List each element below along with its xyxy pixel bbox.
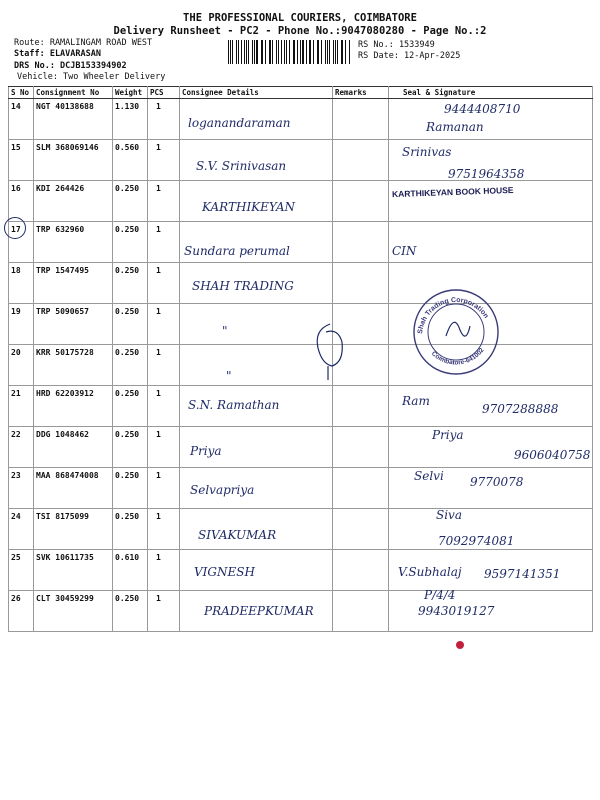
row-sno: 18 xyxy=(9,263,34,304)
row-pcs: 1 xyxy=(148,140,180,181)
row-weight: 0.250 xyxy=(113,304,148,345)
table-row xyxy=(9,427,593,468)
row-sno: 24 xyxy=(9,509,34,550)
row-pcs: 1 xyxy=(148,345,180,386)
barcode-bar xyxy=(256,40,257,64)
row-sno: 23 xyxy=(9,468,34,509)
row-remarks-cell xyxy=(333,468,389,509)
row-consignment-no: MAA 868474008 xyxy=(34,468,113,509)
row-remarks-cell xyxy=(333,99,389,140)
handwritten-consignee: S.N. Ramathan xyxy=(188,397,280,412)
handwritten-phone: 9751964358 xyxy=(448,166,525,181)
row-pcs: 1 xyxy=(148,591,180,632)
row-pcs: 1 xyxy=(148,181,180,222)
row-pcs: 1 xyxy=(148,304,180,345)
barcode-bar xyxy=(335,40,336,64)
row-remarks-cell xyxy=(333,591,389,632)
vehicle-text: Vehicle: Two Wheeler Delivery xyxy=(17,72,166,82)
handwritten-phone: 9707288888 xyxy=(482,401,559,416)
handwritten-consignee: loganandaraman xyxy=(188,116,291,130)
handwritten-consignee: " xyxy=(222,324,228,338)
row-consignment-no: NGT 40138688 xyxy=(34,99,113,140)
barcode-bar xyxy=(238,40,239,64)
red-ink-dot xyxy=(455,640,465,650)
barcode-bar xyxy=(265,40,266,64)
rs-date: RS Date: 12-Apr-2025 xyxy=(358,51,461,61)
barcode-bar xyxy=(236,40,237,64)
row-sno: 16 xyxy=(9,181,34,222)
company-title: THE PROFESSIONAL COURIERS, COIMBATORE xyxy=(183,12,417,24)
handwritten-consignee: Selvapriya xyxy=(190,483,255,498)
row19-scribble xyxy=(312,320,348,382)
row-remarks-cell xyxy=(333,181,389,222)
runsheet-subtitle: Delivery Runsheet - PC2 - Phone No.:9047080280 - Page No.:2 xyxy=(113,25,487,37)
row17-circle-mark xyxy=(4,217,26,239)
handwritten-signature: Ram xyxy=(402,393,430,408)
row-remarks-cell xyxy=(333,550,389,591)
row-consignee-cell xyxy=(180,345,333,386)
barcode-bar xyxy=(252,40,253,64)
row-weight: 0.250 xyxy=(113,263,148,304)
shah-trading-seal xyxy=(410,286,502,378)
row-consignment-no: SVK 10611735 xyxy=(34,550,113,591)
handwritten-consignee: SHAH TRADING xyxy=(192,279,294,294)
row-sno: 19 xyxy=(9,304,34,345)
row-sno: 26 xyxy=(9,591,34,632)
handwritten-phone: 9606040758 xyxy=(514,448,591,463)
row-pcs: 1 xyxy=(148,222,180,263)
row-weight: 0.250 xyxy=(113,468,148,509)
row-weight: 0.250 xyxy=(113,427,148,468)
handwritten-consignee: SIVAKUMAR xyxy=(198,528,277,542)
handwritten-consignee: " xyxy=(226,368,232,383)
row-consignment-no: SLM 368069146 xyxy=(34,140,113,181)
barcode-bar xyxy=(228,40,229,64)
handwritten-consignee: Priya xyxy=(190,444,222,459)
row-sno: 15 xyxy=(9,140,34,181)
barcode-bar xyxy=(276,40,277,64)
row-weight: 0.610 xyxy=(113,550,148,591)
barcode-bar xyxy=(272,40,273,64)
row-consignment-no: TRP 1547495 xyxy=(34,263,113,304)
handwritten-signature: CIN xyxy=(392,244,417,259)
row-remarks-cell xyxy=(333,509,389,550)
row-remarks-cell xyxy=(333,263,389,304)
row-signature-cell xyxy=(389,222,593,263)
table-row xyxy=(9,304,593,345)
row-remarks-cell xyxy=(333,222,389,263)
barcode-bar xyxy=(318,40,319,64)
staff-text: Staff: ELAVARASAN xyxy=(14,49,101,59)
row-consignment-no: TSI 8175099 xyxy=(34,509,113,550)
handwritten-consignee: PRADEEPKUMAR xyxy=(204,603,314,618)
rs-number: RS No.: 1533949 xyxy=(358,40,435,50)
handwritten-consignee: VIGNESH xyxy=(194,564,255,579)
row-sno: 20 xyxy=(9,345,34,386)
row-consignment-no: KDI 264426 xyxy=(34,181,113,222)
table-row xyxy=(9,222,593,263)
barcode-bar xyxy=(310,40,311,64)
row-consignment-no: TRP 5090657 xyxy=(34,304,113,345)
col-sno: S No xyxy=(9,87,34,99)
row-pcs: 1 xyxy=(148,550,180,591)
table-row xyxy=(9,345,593,386)
barcode-bar xyxy=(297,40,298,64)
row-sno: 17 xyxy=(9,222,34,263)
row-sno: 14 xyxy=(9,99,34,140)
row-consignee-cell xyxy=(180,304,333,345)
table-header-row xyxy=(9,87,593,99)
barcode-bar xyxy=(248,40,249,64)
row-pcs: 1 xyxy=(148,99,180,140)
seal-bottom-text: Coimbatore-641002 xyxy=(429,346,486,367)
col-remarks: Remarks xyxy=(333,87,389,99)
handwritten-signature: Priya xyxy=(432,428,464,443)
col-consignment: Consignment No xyxy=(34,87,113,99)
row-consignment-no: KRR 50175728 xyxy=(34,345,113,386)
col-seal-signature: Seal & Signature xyxy=(389,87,593,99)
row-consignment-no: DDG 1048462 xyxy=(34,427,113,468)
row-weight: 0.250 xyxy=(113,386,148,427)
row-weight: 1.130 xyxy=(113,99,148,140)
row-sno: 21 xyxy=(9,386,34,427)
handwritten-consignee: KARTHIKEYAN xyxy=(202,199,296,214)
row-pcs: 1 xyxy=(148,468,180,509)
row-weight: 0.250 xyxy=(113,222,148,263)
row-remarks-cell xyxy=(333,427,389,468)
barcode xyxy=(228,40,350,64)
karthikeyan-stamp: KARTHIKEYAN BOOK HOUSE xyxy=(391,184,514,200)
row-pcs: 1 xyxy=(148,509,180,550)
barcode-bar xyxy=(284,40,285,64)
row-weight: 0.250 xyxy=(113,509,148,550)
barcode-bar xyxy=(286,40,287,64)
row-consignment-no: CLT 30459299 xyxy=(34,591,113,632)
barcode-bar xyxy=(333,40,334,64)
row-sno: 25 xyxy=(9,550,34,591)
handwritten-consignee: S.V. Srinivasan xyxy=(196,158,287,173)
table-row xyxy=(9,263,593,304)
handwritten-phone: 9597141351 xyxy=(484,566,561,581)
row-weight: 0.250 xyxy=(113,181,148,222)
row-weight: 0.560 xyxy=(113,140,148,181)
row-pcs: 1 xyxy=(148,386,180,427)
col-consignee: Consignee Details xyxy=(180,87,333,99)
handwritten-signature: Selvi xyxy=(414,469,444,484)
col-pcs: PCS xyxy=(148,87,180,99)
barcode-bar xyxy=(300,40,301,64)
row-pcs: 1 xyxy=(148,427,180,468)
handwritten-phone: Ramanan xyxy=(426,120,484,134)
row-remarks-cell xyxy=(333,386,389,427)
handwritten-signature: 9444408710 xyxy=(444,102,521,116)
handwritten-signature: Siva xyxy=(436,508,462,522)
barcode-bar xyxy=(302,40,303,64)
handwritten-phone: 7092974081 xyxy=(438,534,515,548)
route-text: Route: RAMALINGAM ROAD WEST xyxy=(14,38,153,48)
row-consignment-no: TRP 632960 xyxy=(34,222,113,263)
drs-text: DRS No.: DCJB153394902 xyxy=(14,61,127,71)
barcode-bar xyxy=(325,40,326,64)
handwritten-signature: V.Subhalaj xyxy=(398,564,462,579)
row-pcs: 1 xyxy=(148,263,180,304)
row-consignment-no: HRD 62203912 xyxy=(34,386,113,427)
handwritten-signature: Srinivas xyxy=(402,144,452,159)
handwritten-phone: 9943019127 xyxy=(418,603,495,618)
row-weight: 0.250 xyxy=(113,345,148,386)
row-remarks-cell xyxy=(333,140,389,181)
barcode-bar xyxy=(342,40,343,64)
row-sno: 22 xyxy=(9,427,34,468)
handwritten-signature: P/4/4 xyxy=(424,587,456,602)
handwritten-phone: 9770078 xyxy=(470,475,524,490)
col-weight: Weight xyxy=(113,87,148,99)
row-weight: 0.250 xyxy=(113,591,148,632)
seal-top-text: Shah Trading Corporation xyxy=(417,296,490,335)
handwritten-consignee: Sundara perumal xyxy=(184,244,290,259)
